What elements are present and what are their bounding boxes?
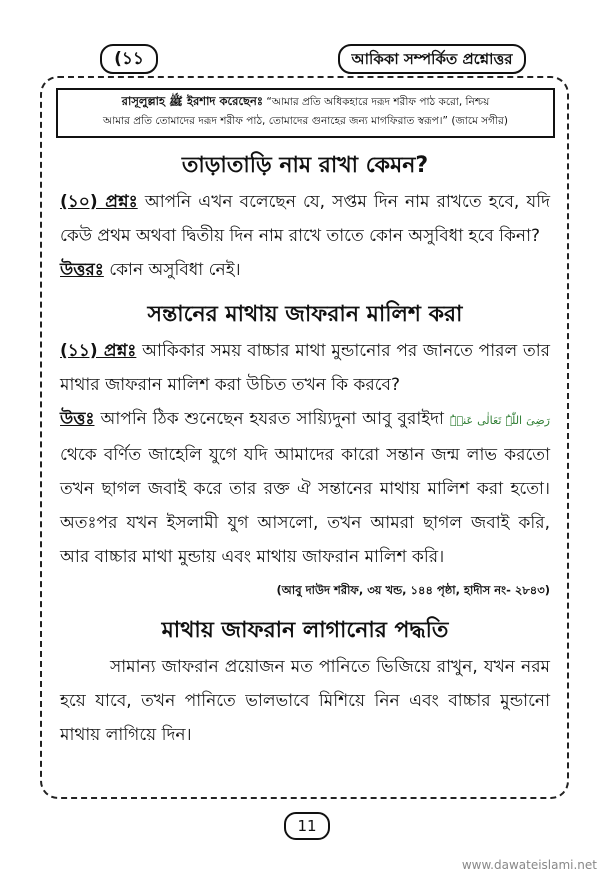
answer-text-part2: থেকে বর্ণিত জাহেলি যুগে যদি আমাদের কারো সন্তান জন্ম লাভ করতো তখন ছাগল জবাই করে তার রক্ত ঐ সন্তানের মাথায় মালিশ করা হতো। অতঃপর যখন ইসলামী যুগ আসলো, তখন আমরা ছাগল জবাই করি, আর বাচ্চার মাথা মুন্ডায় এবং মাথায় জাফরান মালিশ করি। [60, 445, 550, 567]
question-label: (১০) প্রশ্নঃ [60, 192, 138, 212]
page-number-bottom: 11 [284, 812, 330, 840]
question-label: (১১) প্রশ্নঃ [60, 341, 137, 361]
question-paragraph [60, 334, 550, 402]
website-url: www.dawateislami.net [461, 858, 597, 872]
section-heading: তাড়াতাড়ি নাম রাখা কেমন? [181, 153, 429, 178]
hadith-speaker: রাসূলুল্লাহ ﷺ ইরশাদ করেছেনঃ [121, 94, 264, 108]
answer-label: উত্তরঃ [60, 260, 104, 280]
answer-paragraph [60, 402, 550, 574]
method-paragraph: সামান্য জাফরান প্রয়োজন মত পানিতে ভিজিয়ে রাখুন, যখন নরম হয়ে যাবে, তখন পানিতে ভালভাবে মিশিয়ে নিন এবং বাচ্চার মুন্ডানো মাথায় লাগিয়ে দিন। [60, 657, 550, 745]
answer-paragraph [60, 253, 550, 287]
section-heading: সন্তানের মাথায় জাফরান মালিশ করা [147, 302, 463, 327]
answer-text-part1: আপনি ঠিক শুনেছেন হযরত সায়্যিদুনা আবু বুরাইদা [100, 409, 444, 429]
question-text: আকিকার সময় বাচ্চার মাথা মুন্ডানোর পর জানতে পারল তার মাথার জাফরান মালিশ করা উচিত তখন কি করবে? [60, 341, 550, 395]
page-body [60, 148, 550, 752]
reference: (আবু দাউদ শরীফ, ৩য় খন্ড, ১৪৪ পৃষ্ঠা, হাদীস নং- ২৮৪৩) [276, 583, 550, 597]
answer-label: উত্তঃ [60, 409, 95, 429]
question-text: আপনি এখন বলেছেন যে, সপ্তম দিন নাম রাখতে হবে, যদি কেউ প্রথম অথবা দ্বিতীয় দিন নাম রাখে তাতে কোন অসুবিধা হবে কিনা? [60, 192, 551, 246]
page-number-top: (১১ [100, 44, 158, 74]
hadith-box [56, 88, 555, 138]
answer-text: কোন অসুবিধা নেই। [109, 260, 241, 280]
honorific-arabic: رَضِیَ اللّٰہُ تَعَالٰی عَنۡہُ [449, 414, 550, 427]
section-heading: মাথায় জাফরান লাগানোর পদ্ধতি [161, 618, 449, 643]
hadith-line1: “আমার প্রতি অধিকহারে দরূদ শরীফ পাঠ করো, নিশ্চয় [266, 96, 490, 108]
book-title: আকিকা সম্পর্কিত প্রশ্নোত্তর [338, 44, 526, 74]
hadith-line2: আমার প্রতি তোমাদের দরূদ শরীফ পাঠ, তোমাদের গুনাহের জন্য মাগফিরাত স্বরূপ।” (জামে সগীর) [103, 115, 508, 127]
question-paragraph [60, 185, 550, 253]
